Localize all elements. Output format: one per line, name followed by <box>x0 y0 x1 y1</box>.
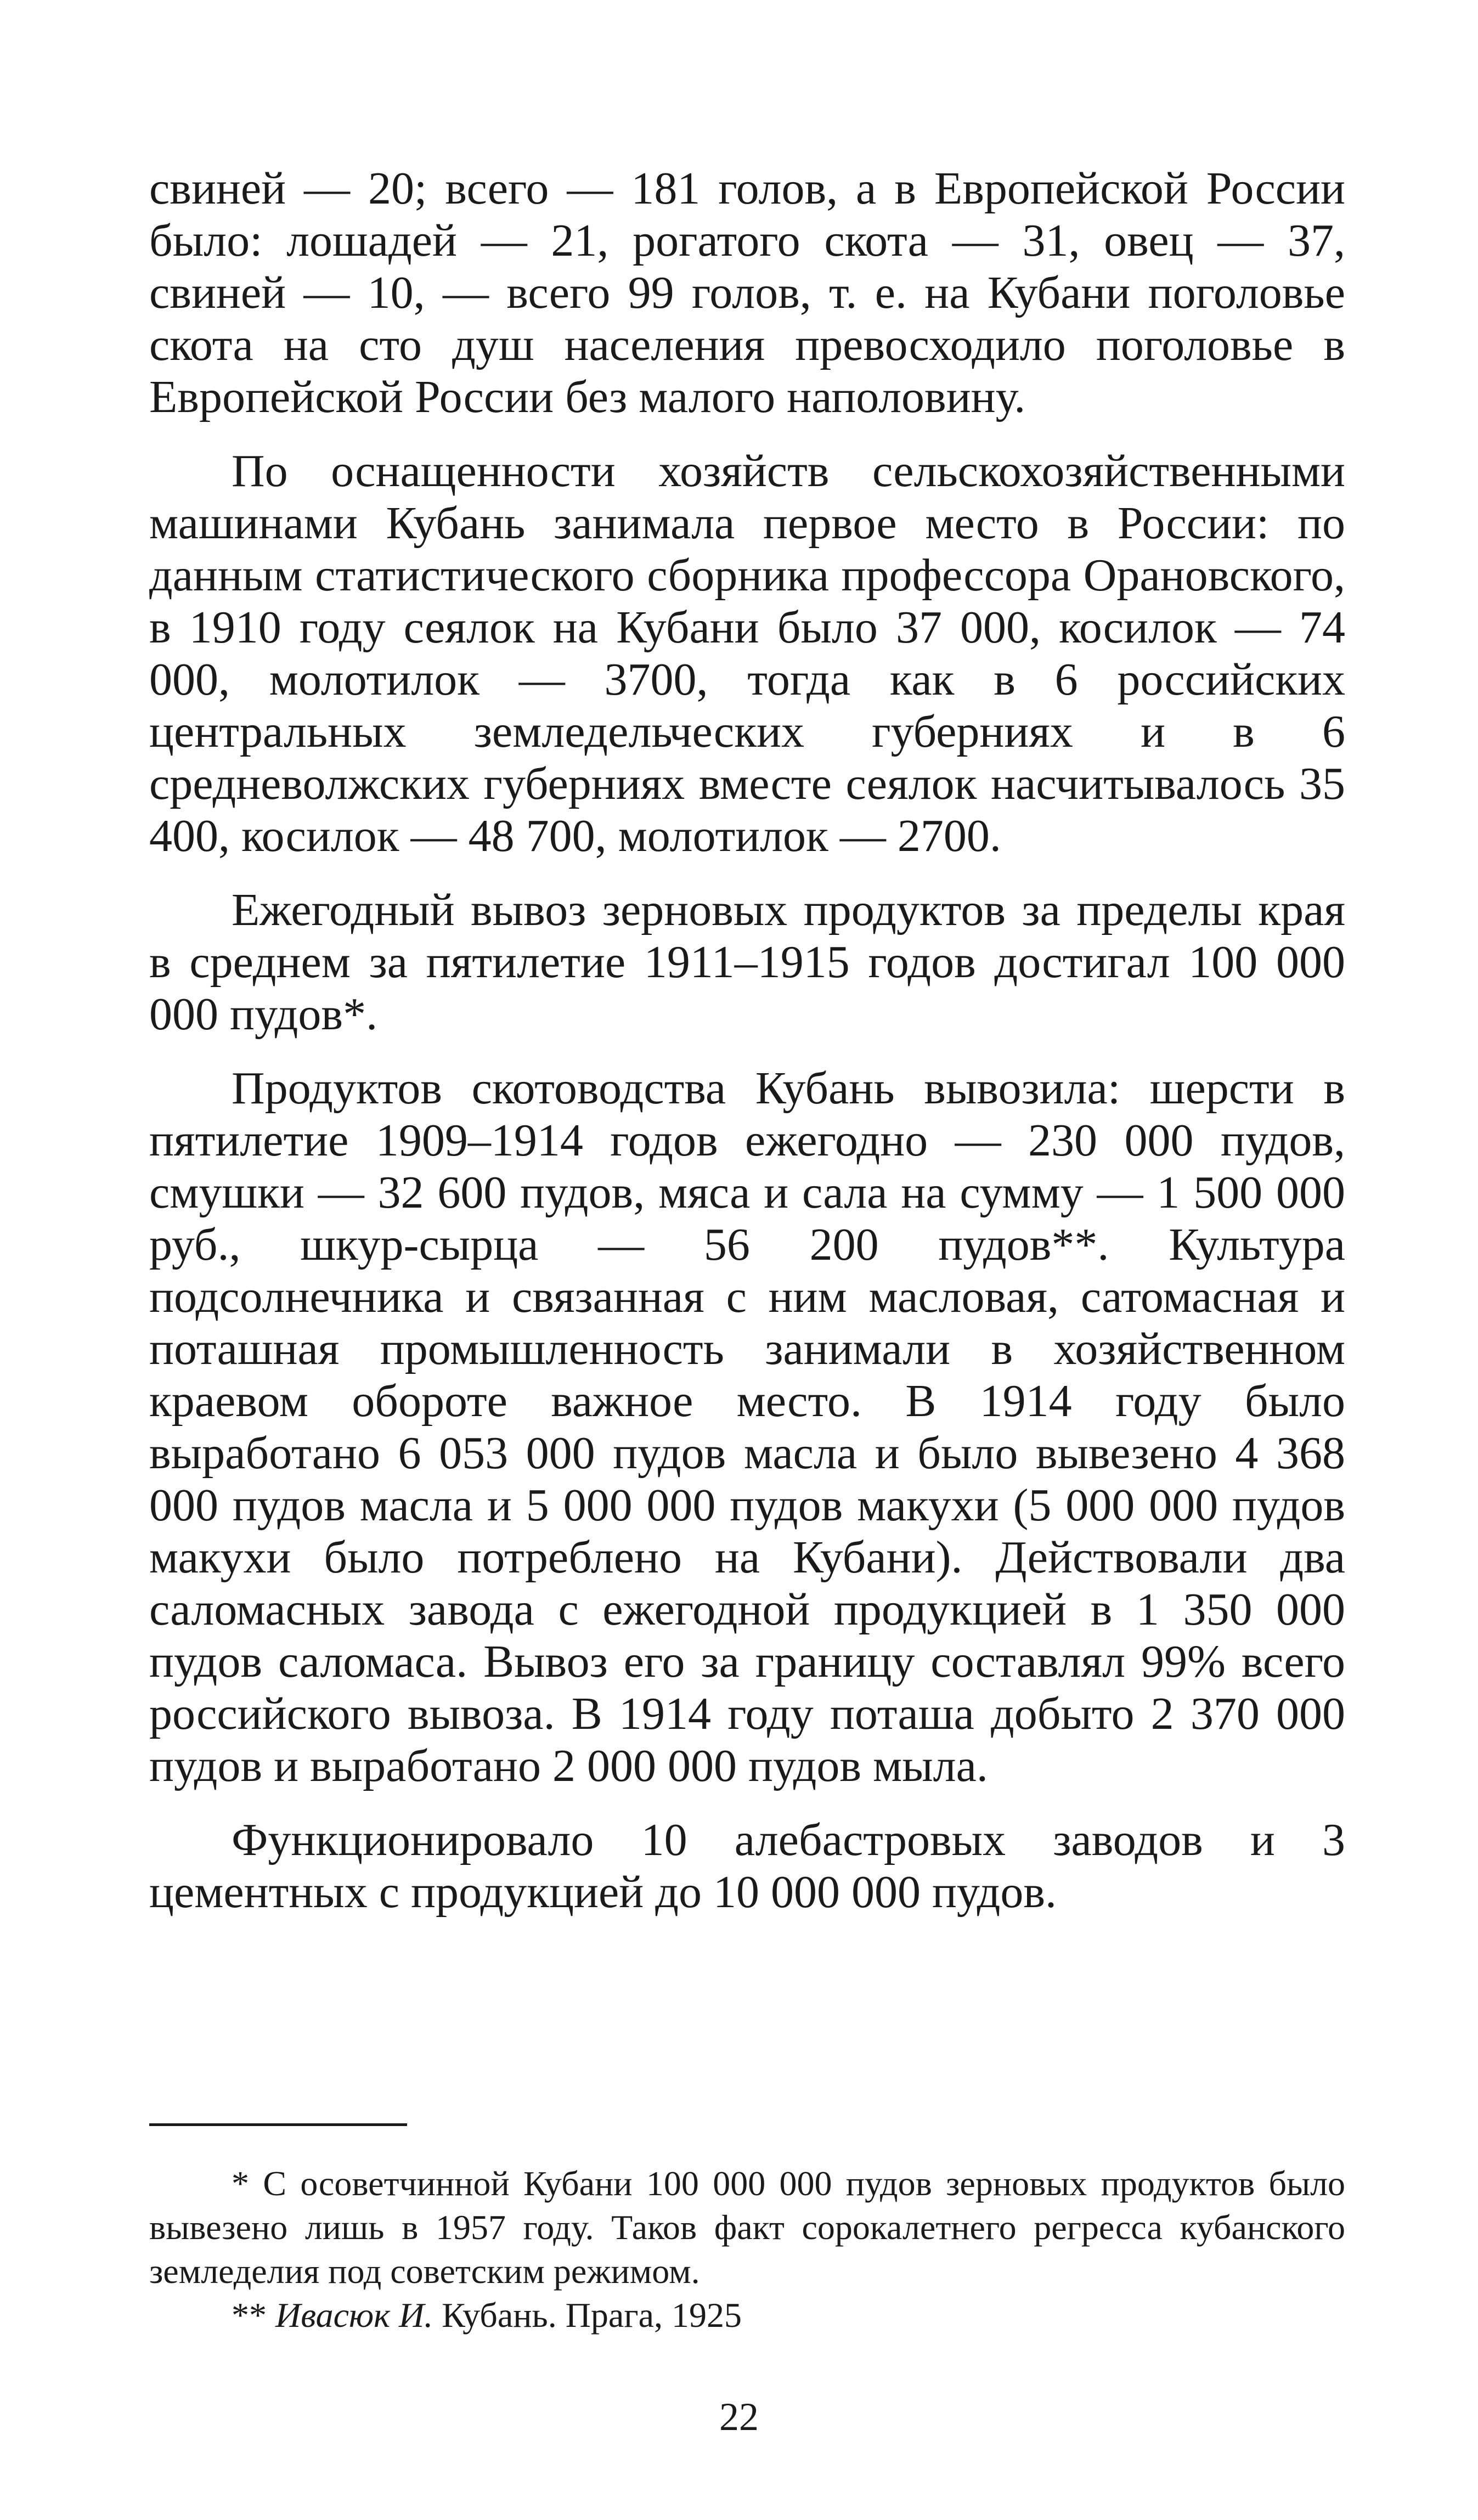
footnote-1 <box>149 2162 1345 2293</box>
paragraph-machinery: По оснащенности хозяйств сельскохозяйственными машинами Кубань занимала первое место в России: по данным статистического сборника профессора Орановского, в 1910 году сеялок на Кубани было 37 000, косилок — 74 000, молотилок — 3700, тогда как в 6 российских центральных земледельческих губерниях и в 6 средневолжских губерниях вместе сеялок насчитывалось 35 400, косилок — 48 700, молотилок — 2700. <box>149 446 1345 861</box>
paragraph-livestock-products: Продуктов скотоводства Кубань вывозила: шерсти в пятилетие 1909–1914 годов ежегодно — 230 000 пудов, смушки — 32 600 пудов, мяса и сала на сумму — 1 500 000 руб., шкур-сырца — 56 200 пудов**. Культура подсолнечника и связанная с ним масловая, сатомасная и поташная промышленность занимали в хозяйственном краевом обороте важное место. В 1914 году было выработано 6 053 000 пудов масла и было вывезено 4 368 000 пудов масла и 5 000 000 пудов макухи (5 000 000 пудов макухи было потреблено на Кубани). Действовали два саломасных завода с ежегодной продукцией в 1 350 000 пудов саломаса. Вывоз его за границу составлял 99% всего российского вывоза. В 1914 году поташа добыто 2 370 000 пудов и выработано 2 000 000 пудов мыла. <box>149 1063 1345 1791</box>
footnote-author: Ивасюк И. <box>275 2296 433 2335</box>
main-text <box>149 162 1345 1918</box>
footnote-marker: * <box>232 2164 249 2203</box>
footnote-text: Кубань. Прага, 1925 <box>442 2296 742 2335</box>
footnotes <box>149 2162 1345 2337</box>
paragraph-grain-export: Ежегодный вывоз зерновых продуктов за пределы края в среднем за пятилетие 1911–1915 годов достигал 100 000 000 пудов*. <box>149 884 1345 1040</box>
footnote-marker: ** <box>232 2296 267 2335</box>
footnote-2 <box>149 2293 1345 2337</box>
paragraph-factories: Функционировало 10 алебастровых заводов и 3 цементных с продукцией до 10 000 000 пудов. <box>149 1814 1345 1918</box>
footnote-text: С осоветчинной Кубани 100 000 000 пудов зерновых продуктов было вывезено лишь в 1957 году. Таков факт сорокалетнего регресса кубанского земледелия под советским режимом. <box>149 2164 1346 2291</box>
footnote-divider <box>149 2123 407 2126</box>
paragraph-continuation: свиней — 20; всего — 181 голов, а в Европейской России было: лошадей — 21, рогатого скота — 31, овец — 37, свиней — 10, — всего 99 голов, т. е. на Кубани поголовье скота на сто душ населения превосходило поголовье в Европейской России без малого наполовину. <box>149 163 1345 422</box>
page-number: 22 <box>719 2395 759 2439</box>
